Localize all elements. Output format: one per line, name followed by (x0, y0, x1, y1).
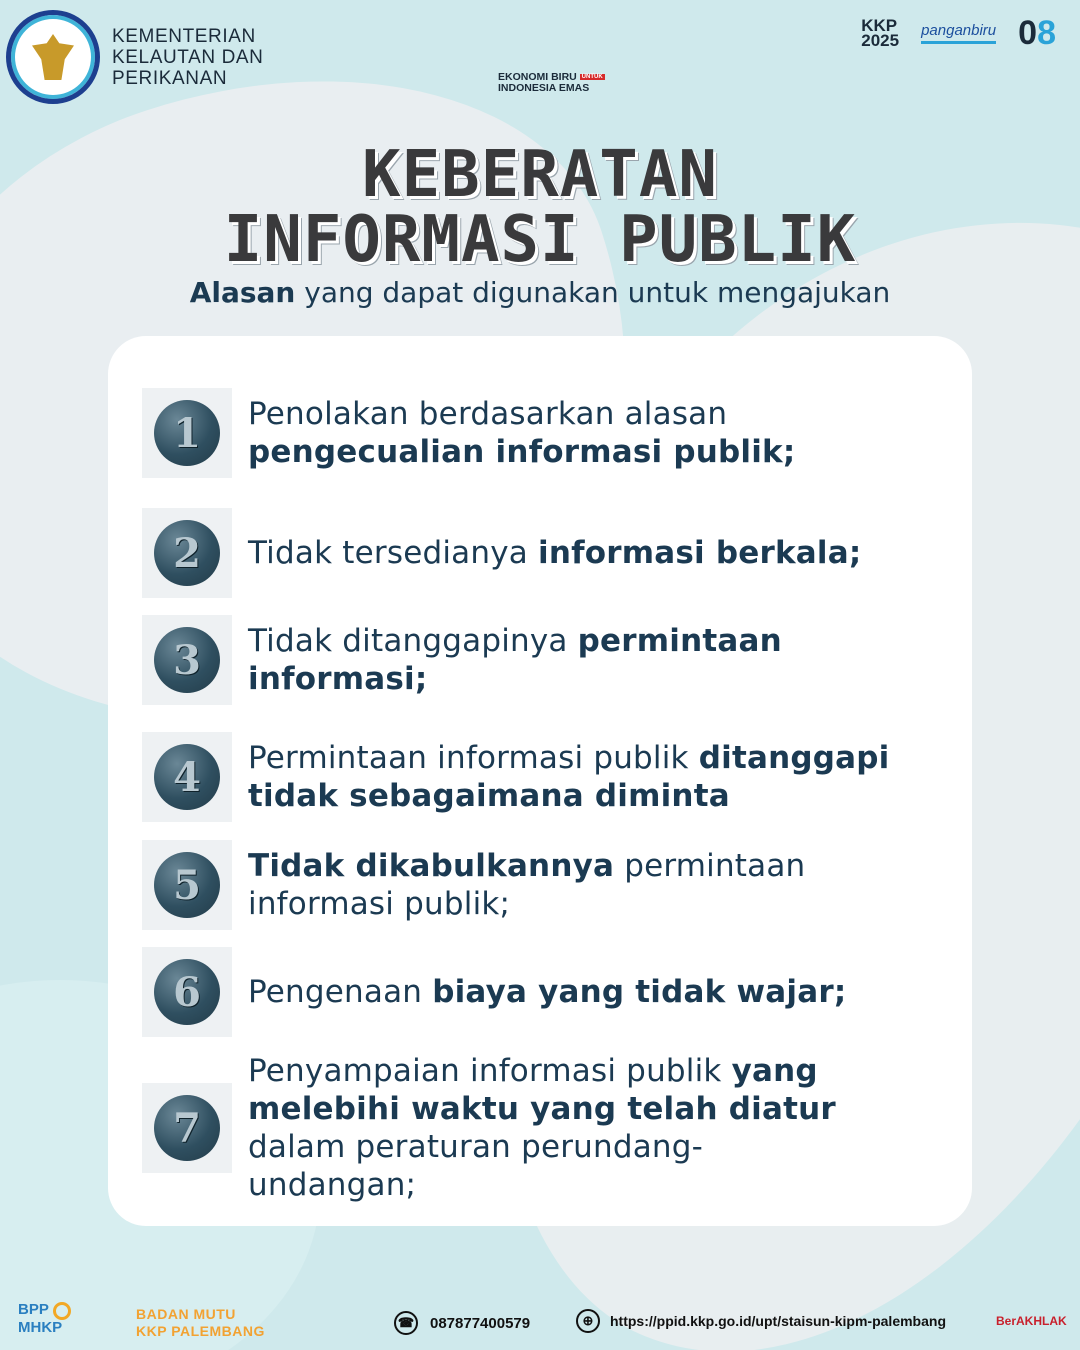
item-text (248, 973, 846, 1011)
item-text-regular: Penolakan berdasarkan alasan (248, 396, 728, 432)
item-text-bold: ditanggapi (698, 740, 890, 776)
item-text-bold: informasi berkala; (538, 535, 862, 571)
whatsapp-icon: ☎ (394, 1311, 418, 1335)
list-item (142, 508, 970, 598)
item-text-regular: Tidak ditanggapinya (248, 623, 578, 659)
number-badge-icon: 2 (154, 520, 220, 586)
globe-icon: ⊕ (576, 1309, 600, 1333)
bpp-ring-icon (53, 1302, 71, 1320)
list-item (142, 615, 970, 705)
o8-logo: 08 (1018, 14, 1056, 52)
item-text (248, 847, 805, 923)
item-text-regular: Permintaan informasi publik (248, 740, 699, 776)
list-item (142, 1052, 970, 1204)
item-text-regular: permintaan (614, 848, 806, 884)
item-text-regular: Pengenaan (248, 974, 433, 1010)
list-item (142, 388, 970, 478)
item-text (248, 1052, 836, 1204)
footer (0, 1300, 1080, 1346)
ministry-name: KEMENTERIAN KELAUTAN DAN PERIKANAN (112, 25, 264, 89)
item-text (248, 739, 890, 815)
item-text-bold: Tidak dikabulkannya (248, 848, 615, 884)
item-text-regular: Tidak tersedianya (248, 535, 539, 571)
page-title-line2: INFORMASI PUBLIK (223, 203, 857, 277)
ministry-logo (6, 10, 264, 104)
bpp-mhkp-logo: BPP MHKP (18, 1302, 71, 1335)
number-badge-icon: 1 (154, 400, 220, 466)
item-text-bold: informasi; (248, 661, 428, 697)
item-text-bold: permintaan (577, 623, 782, 659)
number-badge-icon: 7 (154, 1095, 220, 1161)
item-text (248, 534, 861, 572)
item-text-bold: biaya yang tidak wajar; (432, 974, 847, 1010)
item-text (248, 395, 795, 471)
pangan-biru-logo: panganbiru (921, 22, 996, 44)
number-badge-icon: 3 (154, 627, 220, 693)
page-subtitle: Alasan yang dapat digunakan untuk mengajukan (189, 276, 891, 309)
item-text-regular: undangan; (248, 1167, 417, 1203)
garuda-emblem-icon (6, 10, 100, 104)
item-text (248, 622, 782, 698)
item-text-regular: Penyampaian informasi publik (248, 1053, 732, 1089)
badan-mutu-label: BADAN MUTU KKP PALEMBANG (136, 1306, 265, 1339)
page-title: KEBERATAN (362, 138, 718, 212)
item-text-regular: dalam peraturan perundang- (248, 1129, 704, 1165)
number-badge-icon: 4 (154, 744, 220, 810)
berakhlak-logo: BerAKHLAK (996, 1314, 1067, 1328)
list-item (142, 947, 970, 1037)
item-text-bold: yang (731, 1053, 818, 1089)
ekonomi-biru-logo: EKONOMI BIRU $^{UNTUK}$ INDONESIA EMAS (498, 71, 603, 94)
phone-contact[interactable]: ☎ 087877400579 (394, 1311, 530, 1335)
website-link[interactable]: ⊕ https://ppid.kkp.go.id/upt/staisun-kipm-palembang (576, 1309, 946, 1333)
item-text-bold: melebihi waktu yang telah diatur (248, 1091, 836, 1127)
kkp-2025-logo: KKP 2025 (861, 16, 900, 50)
item-text-regular: informasi publik; (248, 886, 511, 922)
item-text-bold: tidak sebagaimana diminta (248, 778, 730, 814)
number-badge-icon: 5 (154, 852, 220, 918)
list-item (142, 840, 970, 930)
number-badge-icon: 6 (154, 959, 220, 1025)
item-text-bold: pengecualian informasi publik; (248, 434, 796, 470)
partner-logos (861, 14, 1056, 52)
list-item (142, 732, 970, 822)
